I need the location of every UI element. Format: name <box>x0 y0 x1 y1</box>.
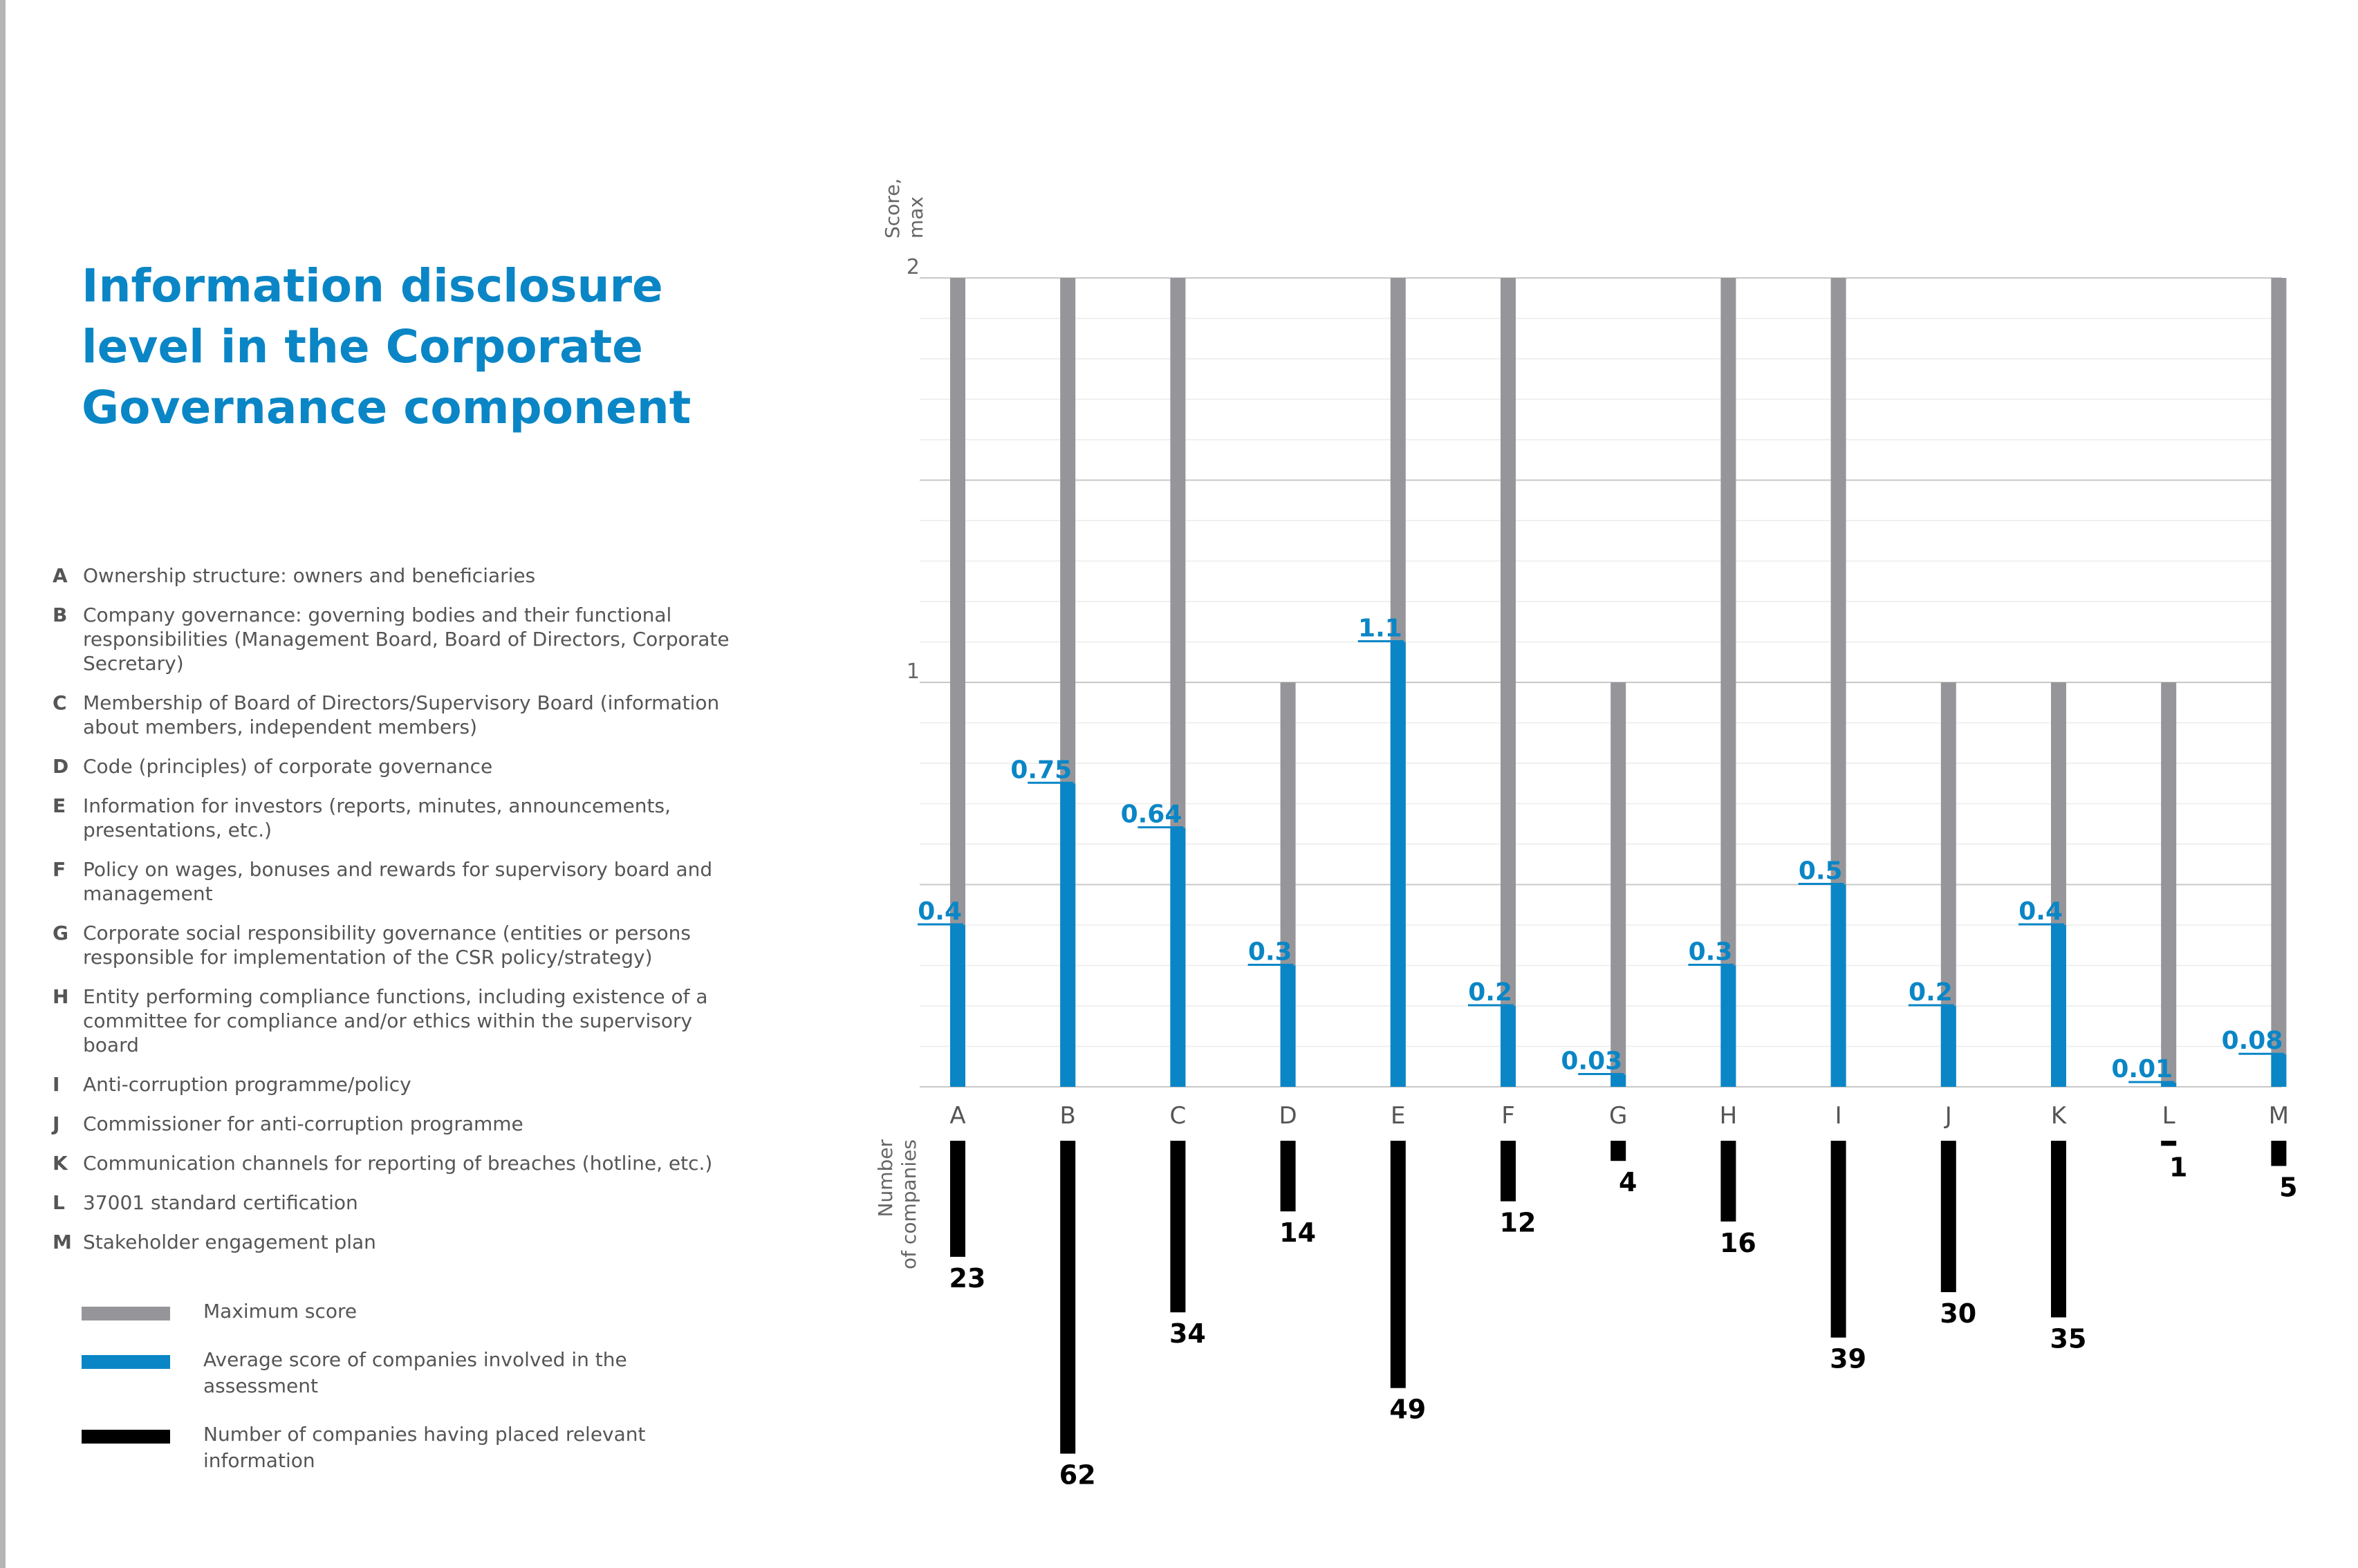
category-tick-label: C <box>1169 1102 1187 1130</box>
company-count-label: 14 <box>1279 1217 1317 1249</box>
company-count-label: 5 <box>2279 1172 2298 1203</box>
category-description: Commissioner for anti-corruption programme <box>83 1112 523 1135</box>
company-count-label: 23 <box>949 1262 986 1294</box>
legend-label: Average score of companies involved in the assessment <box>203 1348 627 1397</box>
category-letter: D <box>53 755 69 778</box>
max-score-bar <box>1501 278 1516 1087</box>
category-tick-label: J <box>1944 1102 1952 1130</box>
company-count-label: 16 <box>1719 1227 1756 1258</box>
category-letter: L <box>53 1191 65 1214</box>
category-letter: A <box>53 564 68 587</box>
company-count-bar <box>1720 1141 1736 1222</box>
category-tick-label: H <box>1719 1102 1738 1130</box>
avg-score-bar <box>1501 1006 1516 1087</box>
avg-score-bar <box>1170 828 1185 1087</box>
category-letter: E <box>53 794 66 817</box>
category-description: Code (principles) of corporate governance <box>83 755 493 778</box>
gridlines <box>920 278 2282 1047</box>
category-letter: C <box>53 691 67 714</box>
category-tick-label: G <box>1609 1102 1628 1130</box>
category-letter: K <box>53 1152 68 1175</box>
category-letter: J <box>53 1112 60 1135</box>
avg-score-label: 0.4 <box>918 897 962 926</box>
category-description: Company governance: governing bodies and their functional responsibilities (Management Board, Board of Directors, Corporate Secretary) <box>83 604 730 675</box>
avg-score-bar <box>1831 885 1846 1088</box>
company-count-bar <box>1501 1141 1516 1202</box>
page-title: Information disclosure level in the Corporate Governance component <box>82 259 691 434</box>
category-description: Membership of Board of Directors/Supervisory Board (information about members, independent members) <box>83 691 720 738</box>
company-count-bar <box>1281 1141 1296 1211</box>
legend-label: Number of companies having placed relevant information <box>203 1423 646 1472</box>
category-description: Anti-corruption programme/policy <box>83 1073 411 1096</box>
category-tick-label: D <box>1279 1102 1297 1130</box>
avg-score-label: 0.4 <box>2018 897 2063 926</box>
avg-score-label: 0.2 <box>1468 978 1512 1007</box>
category-tick-label: K <box>2050 1102 2067 1130</box>
category-tick-label: F <box>1501 1102 1515 1130</box>
company-count-bar <box>2161 1141 2176 1146</box>
category-tick-label: B <box>1059 1102 1076 1130</box>
category-tick-label: M <box>2268 1102 2290 1130</box>
company-count-bar <box>2051 1141 2066 1318</box>
category-description: Stakeholder engagement plan <box>83 1231 376 1253</box>
category-description: Communication channels for reporting of breaches (hotline, etc.) <box>83 1152 713 1175</box>
avg-score-label: 0.5 <box>1798 857 1843 886</box>
avg-score-bar <box>1941 1006 1956 1087</box>
company-count-label: 35 <box>2050 1323 2087 1354</box>
category-letter: G <box>53 922 68 944</box>
avg-score-label: 0.01 <box>2111 1055 2173 1084</box>
category-letter: B <box>53 604 68 626</box>
company-count-bar <box>1610 1141 1626 1161</box>
company-count-bar <box>1831 1141 1846 1338</box>
avg-score-bar <box>1060 783 1075 1087</box>
category-description: Corporate social responsibility governance (entities or persons responsible for implementation of the CSR policy/strategy) <box>83 922 691 969</box>
avg-score-label: 0.3 <box>1247 937 1292 967</box>
avg-score-bar <box>2271 1054 2286 1087</box>
avg-score-bar <box>1281 966 1296 1088</box>
category-tick-label: I <box>1835 1102 1842 1130</box>
category-tick-label: L <box>2162 1102 2175 1130</box>
category-description: Ownership structure: owners and beneficiaries <box>83 564 536 587</box>
company-count-label: 1 <box>2169 1152 2188 1183</box>
avg-score-label: 0.2 <box>1909 978 1953 1007</box>
avg-score-bar <box>1610 1074 1626 1087</box>
y-tick-label: 1 <box>906 660 920 684</box>
avg-score-label: 1.1 <box>1358 614 1402 643</box>
company-count-label: 49 <box>1389 1394 1427 1425</box>
avg-score-label: 0.64 <box>1120 800 1182 829</box>
category-letter: F <box>53 858 66 881</box>
company-count-label: 34 <box>1169 1318 1206 1350</box>
y-axis-title: Score,max <box>881 178 927 239</box>
category-letter: M <box>53 1231 72 1253</box>
count-axis-title: Numberof companies <box>874 1139 920 1269</box>
company-count-bar <box>950 1141 965 1257</box>
max-score-bar <box>2271 278 2286 1087</box>
max-score-bar <box>1610 682 1626 1087</box>
avg-score-bar <box>1720 966 1736 1088</box>
avg-score-bar <box>1391 642 1406 1088</box>
company-count-label: 30 <box>1940 1298 1977 1329</box>
y-tick-label: 2 <box>906 255 920 279</box>
category-description: Entity performing compliance functions, including existence of a committee for compliance and/or ethics within the supervisory board <box>83 985 708 1056</box>
company-count-label: 4 <box>1618 1167 1637 1198</box>
count-bars <box>949 1141 2298 1491</box>
category-letter: H <box>53 985 69 1008</box>
avg-score-label: 0.75 <box>1010 756 1073 785</box>
category-description: Policy on wages, bonuses and rewards for supervisory board and management <box>83 858 713 905</box>
max-score-bar <box>2161 682 2176 1087</box>
company-count-bar <box>1170 1141 1185 1312</box>
company-count-bar <box>1060 1141 1075 1454</box>
company-count-label: 12 <box>1499 1207 1537 1238</box>
avg-score-label: 0.3 <box>1688 937 1733 967</box>
avg-score-label: 0.03 <box>1561 1047 1623 1076</box>
company-count-bar <box>1391 1141 1406 1388</box>
avg-score-bar <box>2051 925 2066 1087</box>
avg-score-bar <box>950 925 965 1087</box>
category-tick-label: A <box>949 1102 966 1130</box>
avg-score-label: 0.08 <box>2221 1027 2283 1056</box>
company-count-label: 62 <box>1059 1459 1096 1491</box>
company-count-label: 39 <box>1830 1343 1867 1374</box>
legend-label: Maximum score <box>203 1300 358 1323</box>
category-tick-label: E <box>1391 1102 1406 1130</box>
category-description: Information for investors (reports, minutes, announcements, presentations, etc.) <box>83 794 671 841</box>
category-letter: I <box>53 1073 60 1096</box>
company-count-bar <box>1941 1141 1956 1292</box>
company-count-bar <box>2271 1141 2286 1166</box>
axes <box>874 178 2289 1269</box>
category-description: 37001 standard certification <box>83 1191 358 1214</box>
